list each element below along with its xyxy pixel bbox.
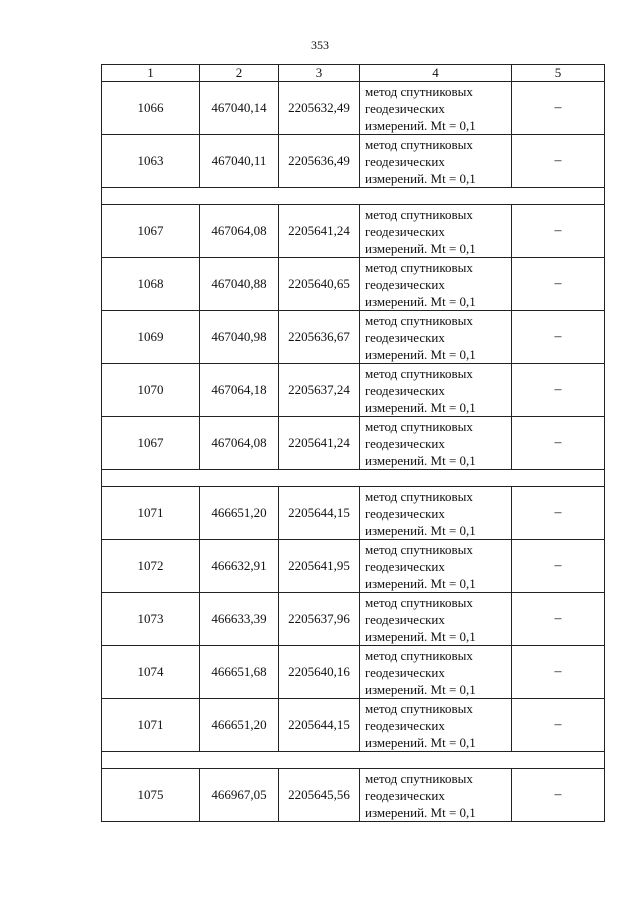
method-cell	[360, 593, 512, 646]
table-row	[102, 487, 605, 540]
method-line: метод спутниковых	[365, 488, 473, 504]
x-coordinate-cell: 467040,11	[200, 135, 279, 188]
y-coordinate-cell: 2205636,49	[279, 135, 360, 188]
note-cell: –	[512, 311, 605, 364]
method-cell	[360, 135, 512, 188]
note-cell: –	[512, 593, 605, 646]
method-line: геодезических	[365, 717, 445, 733]
note-cell: –	[512, 135, 605, 188]
table-row	[102, 311, 605, 364]
separator-cell	[102, 470, 605, 487]
note-cell: –	[512, 646, 605, 699]
header-col-1: 1	[102, 65, 200, 82]
y-coordinate-cell: 2205640,16	[279, 646, 360, 699]
x-coordinate-cell: 466633,39	[200, 593, 279, 646]
point-number-cell: 1063	[102, 135, 200, 188]
method-line: геодезических	[365, 153, 445, 169]
y-coordinate-cell: 2205636,67	[279, 311, 360, 364]
method-line: метод спутниковых	[365, 770, 473, 786]
point-number-cell: 1072	[102, 540, 200, 593]
note-cell: –	[512, 487, 605, 540]
header-col-4: 4	[360, 65, 512, 82]
point-number-cell: 1069	[102, 311, 200, 364]
y-coordinate-cell: 2205645,56	[279, 769, 360, 822]
method-line: геодезических	[365, 664, 445, 680]
point-number-cell: 1074	[102, 646, 200, 699]
x-coordinate-cell: 466651,20	[200, 487, 279, 540]
method-line: измерений. Mt = 0,1	[365, 170, 476, 186]
y-coordinate-cell: 2205640,65	[279, 258, 360, 311]
table-row	[102, 593, 605, 646]
point-number-cell: 1067	[102, 205, 200, 258]
table-separator-row	[102, 752, 605, 769]
table-body	[102, 82, 605, 822]
y-coordinate-cell: 2205637,96	[279, 593, 360, 646]
point-number-cell: 1075	[102, 769, 200, 822]
x-coordinate-cell: 467064,18	[200, 364, 279, 417]
method-cell	[360, 417, 512, 470]
y-coordinate-cell: 2205637,24	[279, 364, 360, 417]
method-cell	[360, 699, 512, 752]
method-cell	[360, 540, 512, 593]
x-coordinate-cell: 467040,14	[200, 82, 279, 135]
method-line: метод спутниковых	[365, 312, 473, 328]
method-line: метод спутниковых	[365, 418, 473, 434]
method-line: геодезических	[365, 223, 445, 239]
method-line: метод спутниковых	[365, 594, 473, 610]
x-coordinate-cell: 466632,91	[200, 540, 279, 593]
method-line: метод спутниковых	[365, 541, 473, 557]
y-coordinate-cell: 2205632,49	[279, 82, 360, 135]
method-line: метод спутниковых	[365, 365, 473, 381]
x-coordinate-cell: 466651,68	[200, 646, 279, 699]
x-coordinate-cell: 466967,05	[200, 769, 279, 822]
method-line: измерений. Mt = 0,1	[365, 628, 476, 644]
method-line: геодезических	[365, 329, 445, 345]
table-row	[102, 646, 605, 699]
method-line: метод спутниковых	[365, 83, 473, 99]
method-cell	[360, 646, 512, 699]
note-cell: –	[512, 364, 605, 417]
method-line: метод спутниковых	[365, 647, 473, 663]
header-col-5: 5	[512, 65, 605, 82]
note-cell: –	[512, 258, 605, 311]
note-cell: –	[512, 540, 605, 593]
method-cell	[360, 82, 512, 135]
coordinates-table	[101, 64, 605, 822]
method-line: геодезических	[365, 611, 445, 627]
y-coordinate-cell: 2205644,15	[279, 487, 360, 540]
table-row	[102, 82, 605, 135]
y-coordinate-cell: 2205641,95	[279, 540, 360, 593]
method-cell	[360, 364, 512, 417]
y-coordinate-cell: 2205641,24	[279, 205, 360, 258]
x-coordinate-cell: 466651,20	[200, 699, 279, 752]
note-cell: –	[512, 82, 605, 135]
separator-cell	[102, 752, 605, 769]
note-cell: –	[512, 417, 605, 470]
x-coordinate-cell: 467040,98	[200, 311, 279, 364]
method-line: геодезических	[365, 505, 445, 521]
separator-cell	[102, 188, 605, 205]
method-line: измерений. Mt = 0,1	[365, 734, 476, 750]
method-line: измерений. Mt = 0,1	[365, 804, 476, 820]
note-cell: –	[512, 205, 605, 258]
method-line: измерений. Mt = 0,1	[365, 575, 476, 591]
table-row	[102, 540, 605, 593]
method-cell	[360, 258, 512, 311]
y-coordinate-cell: 2205644,15	[279, 699, 360, 752]
method-line: измерений. Mt = 0,1	[365, 681, 476, 697]
method-line: геодезических	[365, 100, 445, 116]
point-number-cell: 1073	[102, 593, 200, 646]
table-row	[102, 135, 605, 188]
point-number-cell: 1071	[102, 487, 200, 540]
table-row	[102, 417, 605, 470]
point-number-cell: 1068	[102, 258, 200, 311]
table-separator-row	[102, 188, 605, 205]
x-coordinate-cell: 467064,08	[200, 205, 279, 258]
method-line: измерений. Mt = 0,1	[365, 240, 476, 256]
method-line: геодезических	[365, 435, 445, 451]
method-line: геодезических	[365, 787, 445, 803]
method-line: измерений. Mt = 0,1	[365, 346, 476, 362]
table-row	[102, 364, 605, 417]
method-line: метод спутниковых	[365, 700, 473, 716]
point-number-cell: 1067	[102, 417, 200, 470]
method-cell	[360, 205, 512, 258]
method-cell	[360, 311, 512, 364]
point-number-cell: 1066	[102, 82, 200, 135]
method-line: измерений. Mt = 0,1	[365, 293, 476, 309]
table-row	[102, 699, 605, 752]
x-coordinate-cell: 467040,88	[200, 258, 279, 311]
point-number-cell: 1071	[102, 699, 200, 752]
page-number: 353	[311, 38, 329, 52]
method-line: измерений. Mt = 0,1	[365, 399, 476, 415]
point-number-cell: 1070	[102, 364, 200, 417]
note-cell: –	[512, 699, 605, 752]
method-line: геодезических	[365, 382, 445, 398]
method-cell	[360, 769, 512, 822]
method-cell	[360, 487, 512, 540]
method-line: метод спутниковых	[365, 136, 473, 152]
y-coordinate-cell: 2205641,24	[279, 417, 360, 470]
method-line: измерений. Mt = 0,1	[365, 522, 476, 538]
note-cell: –	[512, 769, 605, 822]
table-row	[102, 769, 605, 822]
method-line: измерений. Mt = 0,1	[365, 452, 476, 468]
header-col-2: 2	[200, 65, 279, 82]
header-col-3: 3	[279, 65, 360, 82]
table-header-row	[102, 65, 605, 82]
method-line: геодезических	[365, 558, 445, 574]
table-row	[102, 205, 605, 258]
x-coordinate-cell: 467064,08	[200, 417, 279, 470]
method-line: геодезических	[365, 276, 445, 292]
method-line: метод спутниковых	[365, 206, 473, 222]
method-line: измерений. Mt = 0,1	[365, 117, 476, 133]
method-line: метод спутниковых	[365, 259, 473, 275]
table-row	[102, 258, 605, 311]
table-separator-row	[102, 470, 605, 487]
